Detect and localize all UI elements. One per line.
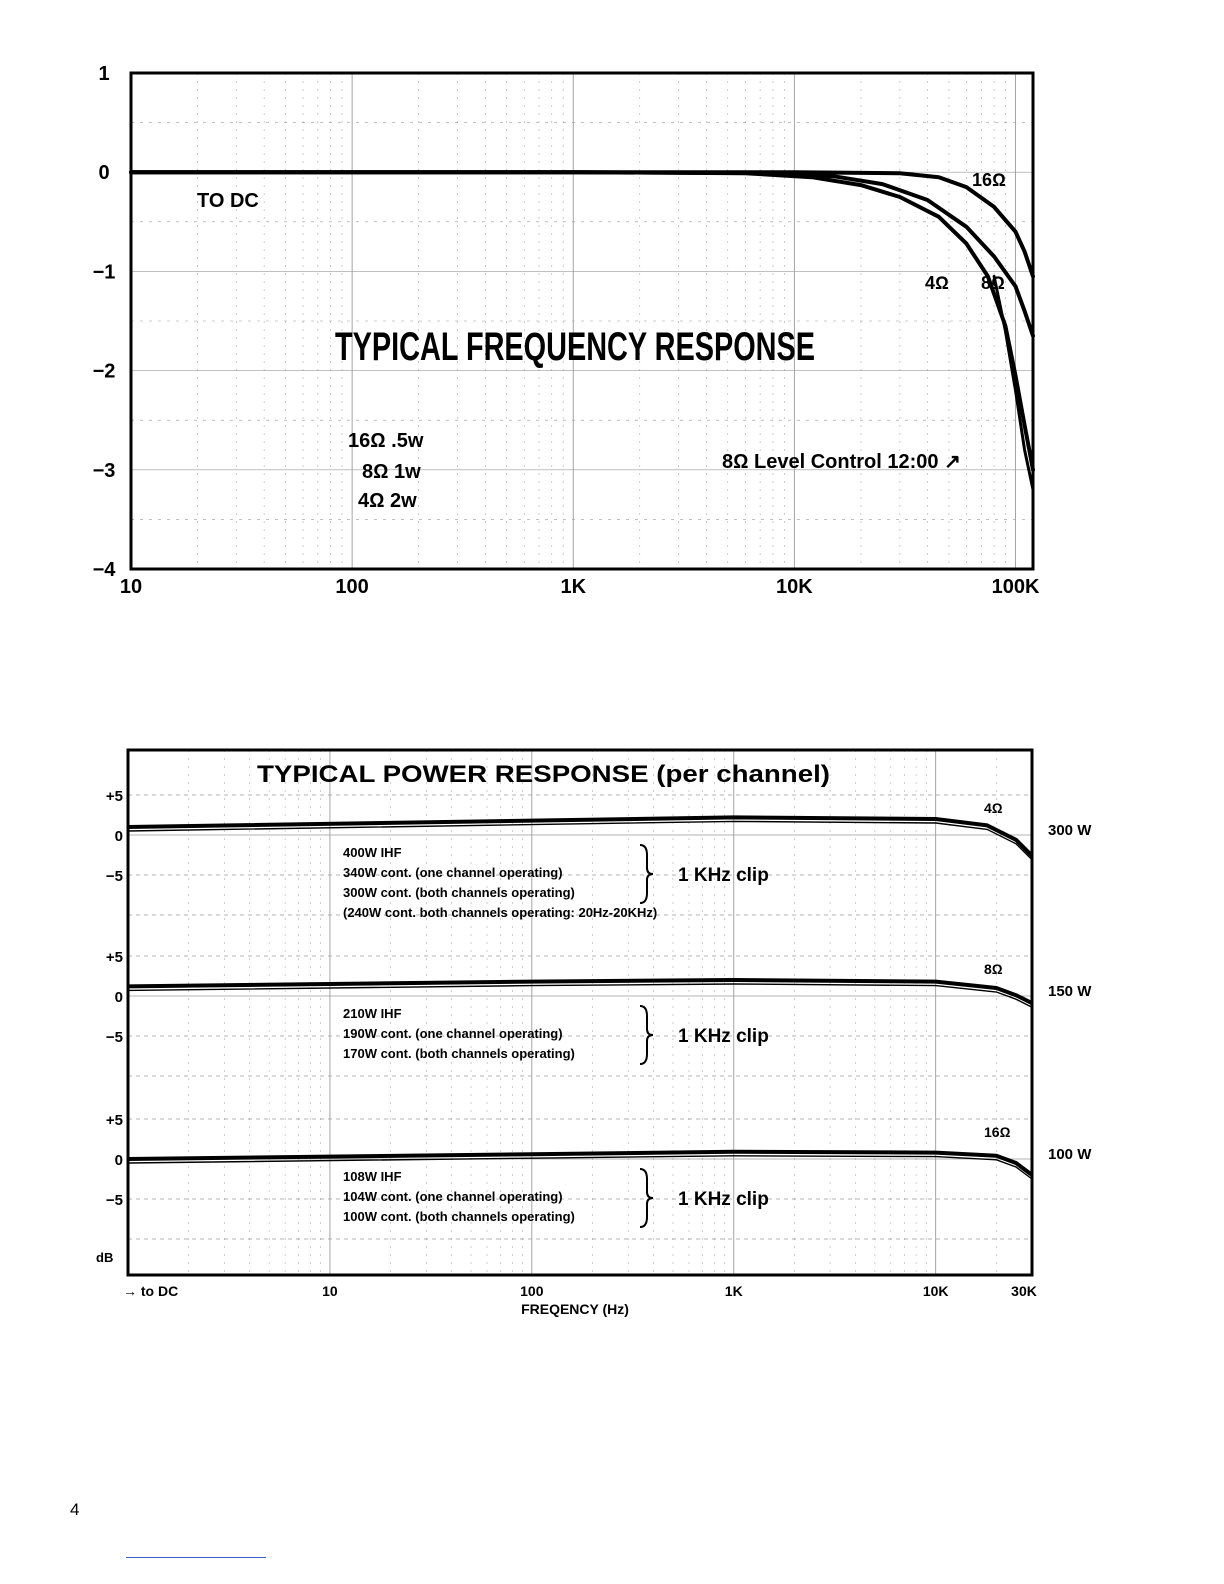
footer-rule [126,1557,266,1558]
chart1-y-tick-label: 1 [98,63,110,85]
chart1-x-tick-labels [120,576,1040,598]
chart2-note: 108W IHF [343,1169,402,1184]
chart1-series-label-16: 16Ω [972,170,1006,190]
chart2-x-tick-labels [123,1283,1037,1299]
chart2-y-tick-label: 0 [114,828,123,845]
chart2-y-tick-label: −5 [105,868,123,885]
chart1-y-tick-label: −4 [92,559,116,581]
chart1-x-tick-label: 100 [335,576,369,598]
chart2-series-line-1 [128,980,1032,1003]
chart2-y-tick-labels [106,788,123,1209]
chart1-condition-16: 16Ω .5w [348,430,424,452]
frequency-response-chart [0,0,1224,620]
chart1-y-tick-labels [93,63,117,581]
chart2-note: 210W IHF [343,1006,402,1021]
chart2-note: 300W cont. (both channels operating) [343,885,575,900]
chart2-x-tick-label: 1K [724,1283,743,1299]
chart2-x-tick-label: → to DC [123,1283,179,1299]
chart2-x-tick-label: 30K [1011,1283,1037,1299]
chart1-condition-4: 4Ω 2w [358,490,417,512]
chart2-panel-annotations [343,800,1092,1227]
chart2-y-tick-label: +5 [105,949,123,966]
chart2-y-tick-label: +5 [105,1112,123,1129]
chart2-power-label: 100 W [1048,1146,1092,1163]
chart1-y-tick-label: −2 [92,360,116,383]
chart2-note: (240W cont. both channels operating: 20Hz-20KHz) [343,905,658,920]
chart2-power-label: 300 W [1048,822,1092,839]
chart1-y-tick-label: −1 [92,261,116,284]
chart2-y-label: dB [96,1250,114,1265]
chart2-series-line-2 [128,1152,1032,1175]
chart2-series-line-edge-1 [128,984,1032,1007]
chart2-brace [640,845,653,903]
chart2-x-tick-label: 100 [520,1283,544,1299]
chart1-x-tick-label: 1K [560,576,587,598]
chart2-load-label: 16Ω [984,1124,1011,1140]
chart2-x-label: FREQENCY (Hz) [521,1301,629,1317]
chart2-clip-label: 1 KHz clip [678,1026,769,1047]
chart1-x-tick-label: 100K [991,576,1040,598]
chart2-load-label: 8Ω [984,961,1003,977]
chart1-title: TYPICAL FREQUENCY RESPONSE [335,325,815,369]
chart2-brace [640,1006,653,1064]
chart2-y-tick-label: −5 [105,1029,123,1046]
chart2-x-tick-label: 10 [322,1283,338,1299]
chart2-x-tick-label: 10K [922,1283,949,1299]
chart1-y-tick-label: −3 [92,459,116,482]
chart2-clip-label: 1 KHz clip [678,865,769,886]
chart2-note: 104W cont. (one channel operating) [343,1189,563,1204]
chart2-note: 170W cont. (both channels operating) [343,1046,575,1061]
chart1-condition-8: 8Ω 1w [362,461,421,483]
chart2-series-line-edge-0 [128,821,1032,859]
chart1-y-tick-label: 0 [98,162,110,185]
chart2-title: TYPICAL POWER RESPONSE (per channel) [257,761,830,788]
chart2-note: 100W cont. (both channels operating) [343,1209,575,1224]
chart2-clip-label: 1 KHz clip [678,1189,769,1210]
chart1-x-tick-label: 10K [776,576,813,598]
chart1-x-tick-label: 10 [119,576,143,598]
chart2-y-tick-label: +5 [105,788,123,805]
chart1-series-label-8: 8Ω [981,273,1005,293]
chart2-series [128,817,1032,1179]
chart2-note: 190W cont. (one channel operating) [343,1026,563,1041]
chart1-grid [131,73,1033,569]
chart1-series-line-3 [994,276,1033,489]
chart2-y-tick-label: 0 [114,1152,123,1169]
chart1-series-label-4: 4Ω [925,273,949,293]
chart2-power-label: 150 W [1048,983,1092,1000]
chart1-level-control-label: 8Ω Level Control 12:00 ↗ [722,451,961,473]
chart2-y-tick-label: −5 [105,1192,123,1209]
chart1-to-dc-label: TO DC [197,190,259,212]
chart2-brace [640,1169,653,1227]
chart2-note: 400W IHF [343,845,402,860]
chart2-load-label: 4Ω [984,800,1003,816]
chart2-y-tick-label: 0 [114,989,123,1006]
power-response-chart [0,740,1224,1360]
page-number: 4 [70,1500,80,1519]
chart2-note: 340W cont. (one channel operating) [343,865,563,880]
